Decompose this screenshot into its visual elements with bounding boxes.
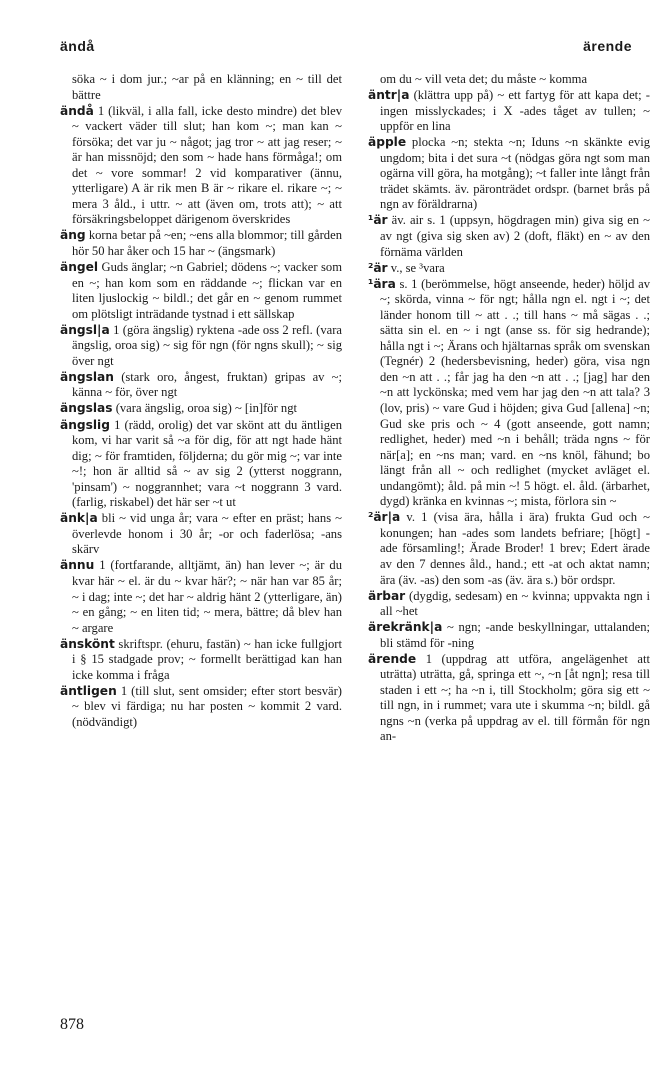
- entry-text: korna betar på ~en; ~ens alla blommor; till gården hör 50 har åker och 15 har ~ (ängsmark): [72, 228, 342, 259]
- entry-text: (vara ängslig, oroa sig) ~ [in]för ngt: [112, 401, 298, 416]
- right-guide-word: ärende: [583, 38, 632, 54]
- entry-text: 1 (uppdrag att utföra, angelägenhet att uträtta) uträtta, gå, springa ett ~, ~n [åt ngn]; resa till staden i ett ~; ha ~n i, till Stockholm; göra sig ett ~ till ngn, in i rummet; vara ute i skumma ~n; bildl. gå ngns ~n (verka på uppdrag av el. till förmån för ngn an-: [380, 651, 650, 744]
- entry-text: 1 (fortfarande, alltjämt, än) han lever ~; är du kvar här ~ el. är du ~ kvar här?; ~ när han var 85 år; ~ i dag; inte ~; det har ~ aldrig hänt 2 (ytterligare, än) ~ en gång; ~ en liten tid; ~ mera, bättre; då blev han ~ argare: [72, 558, 342, 635]
- entry-headword: ärbar: [368, 588, 406, 603]
- entry-headword: ängsl|a: [60, 322, 110, 337]
- entry-headword: änk|a: [60, 511, 98, 526]
- entry-text: s. 1 (berömmelse, högt anseende, heder) höljd av ~; skörda, vinna ~ för ngt; hålla ngn el. ngt i ~; det länder honom till ~ att . .; till hans ~ må sägas . .; sätta sin el. en ~ i ngt (anse ss. för sig hedrande); hålla ngt i ~; Ärans och hjältarnas språk om svenskan (Tegnér) 2 (hedersbevisning, heder) göra, visa ngn den ~n att . .; får jag ha den ~n att . .; [jag] har den ~n att lyckönska; med vem har jag den ~n att tala? 3 (lov, pris) ~ vare Gud i höjden; giva Gud [allena] ~n; Gud ske pris och ~ 4 (gott anseende, gott namn; redlighet, heder) med ~n i behåll; träda ngns ~ för när[a]; en ~ns man; vard. en ~ns knöl, fähund; bo längt från all ~ och redlighet (mycket avläget el. undangömt); åld. på min ~! 5 högt. el. åld. (ärbarhet, dygd) kränka en kvinnas ~; mista, förlora sin ~: [380, 276, 650, 509]
- entry-headword: ²är|a: [368, 510, 401, 525]
- entry-headword: ärende: [368, 651, 417, 666]
- entry-text: skriftspr. (ehuru, fastän) ~ han icke fullgjort i § 15 stadgade prov; ~ formellt berättigad kan han icke komma i fråga: [72, 636, 342, 682]
- entry-text: Guds änglar; ~n Gabriel; dödens ~; vacker som en ~; han kom som en räddande ~; flickan var en liten ljuslockig ~ bildl.; det går en ~ genom rummet om plötsligt inträdande tystnad i ett sällskap: [72, 260, 342, 321]
- entry-text: plocka ~n; stekta ~n; Iduns ~n skänkte evig ungdom; bita i det sura ~t (nödgas göra ngt som man ogärna vill göra, ha motgång); ~t faller inte långt från trädet skämts. äv. päronträdet ordspr. (barnet brås på ngn av föräldrarna): [380, 135, 650, 212]
- entry-text: v. 1 (visa ära, hålla i ära) frukta Gud och ~ konungen; han -ades som landets befriare; [högt] -ade församling!; Ärade Broder! 1 brev; Edert ärade av den 7 dennes åld., hand.; ett -at och aktat namn; ära (äv. -as) den som -as (äv. ära s.) bör ordspr.: [380, 510, 650, 587]
- entry-headword: ängslig: [60, 417, 110, 432]
- dictionary-entry: [368, 135, 650, 213]
- entry-text: 1 (likväl, i alla fall, icke desto mindre) det blev ~ vackert väder till slut; han kom ~; man kan ~ försöka; det var ju ~ något; jag tror ~ att jag reser; ~ är han missnöjd; den som ~ hade hans förmåga!; om det ~ vore sommar! 2 vid komparativer (ännu, ytterligare) A är rik men B är ~ rikare el. rikare ~; ~ mera 3 åld., i uttr. ~ att (även om, trots att); ~ att försäkringsbeloppet därigenom överskrides: [72, 103, 342, 227]
- dictionary-entry: [60, 401, 342, 417]
- dictionary-entry: [368, 510, 650, 588]
- entry-text: (dygdig, sedesam) en ~ kvinna; uppvakta ngn i all ~het: [380, 588, 650, 619]
- entry-headword: ängel: [60, 260, 99, 275]
- dictionary-entry: [60, 323, 342, 370]
- entry-text: ~ ngn; -ande beskyllningar, uttalanden; bli stämd för -ning: [380, 620, 650, 650]
- entry-headword: äntr|a: [368, 88, 410, 103]
- entry-headword: ¹ära: [368, 276, 396, 291]
- dictionary-entry: [60, 558, 342, 636]
- entry-headword: äng: [60, 228, 86, 243]
- dictionary-entry: [368, 72, 650, 88]
- entry-text: bli ~ vid unga år; vara ~ efter en präst; hans ~ överlevde honom i 30 år; -or och faderlösa; -ans skärv: [72, 511, 342, 557]
- entry-text: v., se ³vara: [387, 260, 445, 275]
- entry-text: 1 (göra ängslig) ryktena -ade oss 2 refl. (vara ängslig, oroa sig) ~ sig för ngn (för ngns skull); ~ sig över ngt: [72, 322, 342, 368]
- left-column: [60, 72, 342, 731]
- dictionary-entry: [368, 88, 650, 135]
- entry-text: 1 (rädd, orolig) det var skönt att du äntligen kom, vi har varit så ~a för dig, för att ngt hade hänt dig; ~ för framtiden, följderna; du gör mig ~; var inte ~!; hon är alltid så ~ av sig 2 (ytterst noggrann, 'pinsam') ~ noggrannhet; vara ~t noggrann 3 vard. (farlig, riskabel) det här ser ~t ut: [72, 417, 342, 510]
- dictionary-entry: [60, 637, 342, 684]
- dictionary-entry: [368, 620, 650, 651]
- dictionary-entry: [368, 589, 650, 620]
- left-guide-word: ändå: [60, 38, 95, 54]
- entry-headword: änskönt: [60, 636, 115, 651]
- dictionary-entry: [60, 370, 342, 401]
- entry-headword: ändå: [60, 103, 94, 118]
- dictionary-entry: [60, 418, 342, 511]
- entry-headword: ännu: [60, 558, 95, 573]
- dictionary-entry: [60, 511, 342, 558]
- dictionary-entry: [368, 261, 650, 277]
- dictionary-entry: [60, 260, 342, 322]
- page-number: 878: [60, 1016, 84, 1033]
- right-column: [368, 72, 650, 746]
- dictionary-entry: [368, 277, 650, 510]
- entry-headword: ängslan: [60, 369, 114, 384]
- entry-text: söka ~ i dom jur.; ~ar på en klänning; en ~ till det bättre: [72, 72, 342, 102]
- entry-headword: äpple: [368, 135, 407, 150]
- dictionary-entry: [368, 652, 650, 745]
- entry-headword: ²är: [368, 260, 388, 275]
- dictionary-entry: [60, 104, 342, 228]
- entry-headword: ängslas: [60, 401, 113, 416]
- entry-headword: ¹är: [368, 213, 388, 228]
- entry-headword: ärekränk|a: [368, 620, 443, 635]
- dictionary-entry: [60, 684, 342, 731]
- entry-text: (klättra upp på) ~ ett fartyg för att kapa det; -ingen misslyckades; i X -ades tåget av tullen; ~ uppför en lina: [380, 88, 650, 134]
- dictionary-entry: [60, 72, 342, 103]
- dictionary-entry: [368, 213, 650, 260]
- entry-text: 1 (till slut, sent omsider; efter stort besvär) ~ blev vi färdiga; nu har posten ~ kommit 2 vard. (nödvändigt): [72, 683, 342, 729]
- entry-text: om du ~ vill veta det; du måste ~ komma: [380, 72, 588, 86]
- dictionary-entry: [60, 228, 342, 259]
- entry-text: äv. air s. 1 (uppsyn, högdragen min) giva sig en ~ av ngt (giva sig sken av) 2 (doft, fläkt) en ~ av den förnäma världen: [380, 213, 650, 259]
- entry-headword: äntligen: [60, 683, 117, 698]
- entry-text: (stark oro, ångest, fruktan) gripas av ~; känna ~ för, över ngt: [72, 369, 342, 400]
